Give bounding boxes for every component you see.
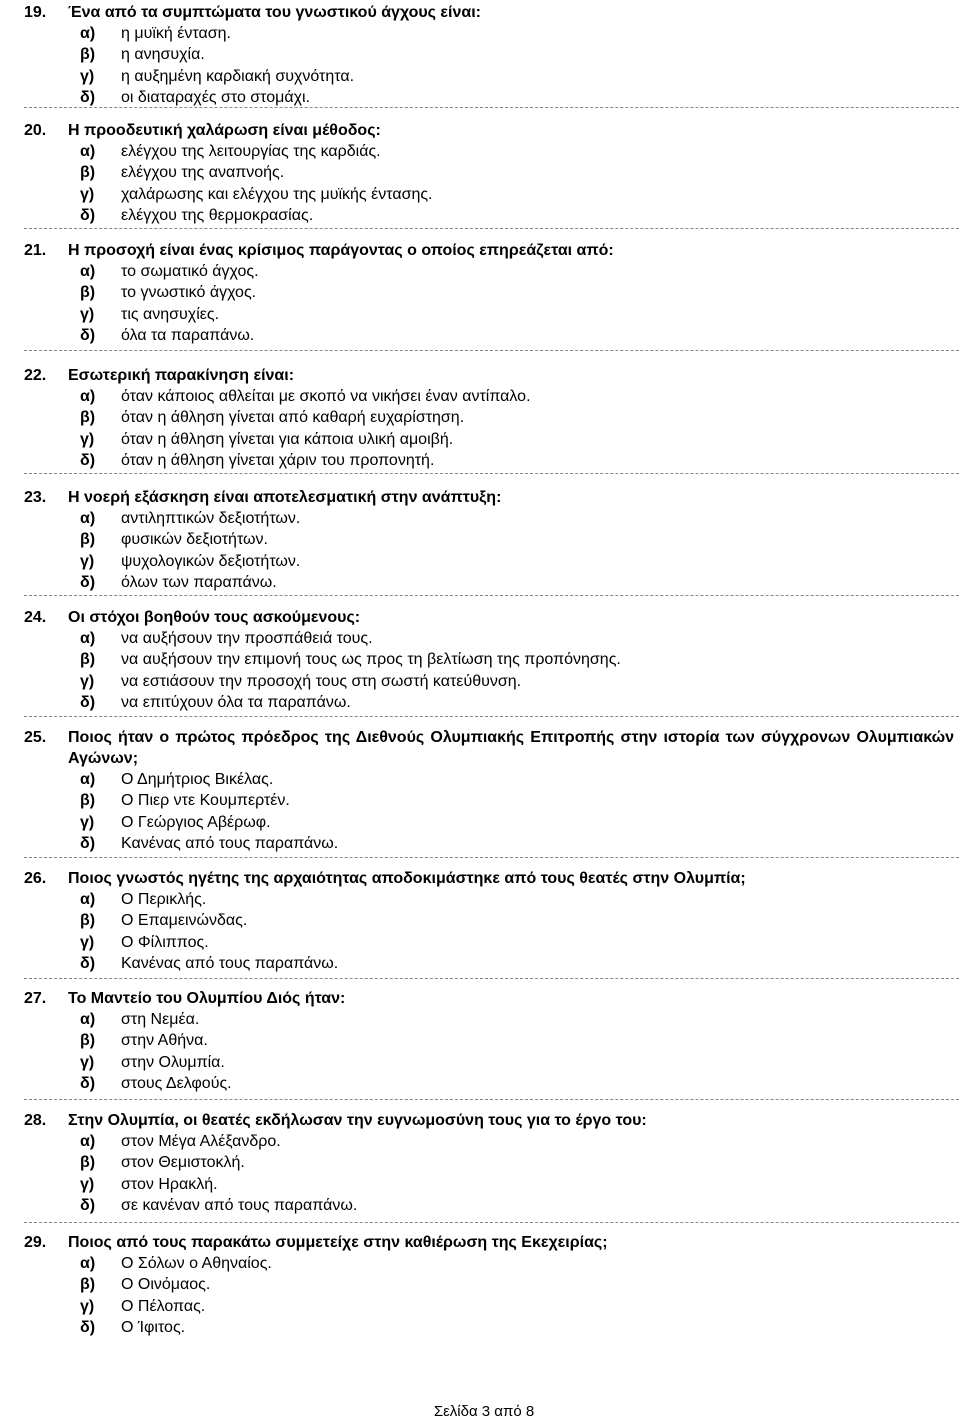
option-letter: δ) <box>80 1318 96 1336</box>
option-text: Κανένας από τους παραπάνω. <box>121 954 339 972</box>
answer-option <box>24 1253 954 1274</box>
question-number: 21. <box>24 242 47 259</box>
question-text: Η προσοχή είναι ένας κρίσιμος παράγοντας ο οποίος επηρεάζεται από: <box>68 242 614 259</box>
question-number: 22. <box>24 367 47 384</box>
answer-option <box>24 1274 954 1295</box>
option-letter: δ) <box>80 1196 96 1214</box>
question-22 <box>24 365 954 471</box>
answer-option <box>24 23 954 44</box>
option-text: όταν η άθληση γίνεται για κάποια υλική αμοιβή. <box>121 430 454 448</box>
answer-option <box>24 769 954 790</box>
dashed-divider <box>24 473 959 474</box>
answer-option <box>24 551 954 572</box>
answer-option <box>24 953 954 974</box>
question-number: 28. <box>24 1112 47 1129</box>
option-letter: β) <box>80 531 96 549</box>
answer-option <box>24 1317 954 1338</box>
question-header <box>24 365 954 386</box>
question-text: Οι στόχοι βοηθούν τους ασκούμενους: <box>68 609 361 626</box>
answer-option <box>24 141 954 162</box>
answer-option <box>24 1195 954 1216</box>
answer-option <box>24 508 954 529</box>
option-text: όλα τα παραπάνω. <box>121 326 255 344</box>
option-letter: α) <box>80 143 96 160</box>
option-text: στον Θεμιστοκλή. <box>121 1154 245 1172</box>
option-text: να επιτύχουν όλα τα παραπάνω. <box>121 693 351 711</box>
question-header <box>24 2 954 23</box>
option-letter: δ) <box>80 693 96 711</box>
question-27 <box>24 988 954 1094</box>
option-letter: β) <box>80 284 96 302</box>
answer-option <box>24 386 954 407</box>
option-text: να αυξήσουν την προσπάθειά τους. <box>121 630 373 647</box>
answer-option <box>24 812 954 833</box>
option-letter: δ) <box>80 954 96 972</box>
answer-option <box>24 205 954 226</box>
answer-option <box>24 572 954 593</box>
option-letter: β) <box>80 651 96 669</box>
question-number: 19. <box>24 4 47 21</box>
option-letter: δ) <box>80 1074 96 1092</box>
option-letter: δ) <box>80 451 96 469</box>
option-letter: α) <box>80 771 96 788</box>
option-text: Ο Πέλοπας. <box>121 1297 206 1315</box>
question-number: 24. <box>24 609 47 626</box>
answer-option <box>24 304 954 325</box>
option-letter: γ) <box>80 1175 95 1193</box>
option-text: ελέγχου της λειτουργίας της καρδιάς. <box>121 143 381 160</box>
option-letter: α) <box>80 891 96 908</box>
option-text: στον Μέγα Αλέξανδρο. <box>121 1133 281 1150</box>
option-letter: α) <box>80 25 96 42</box>
answer-option <box>24 1174 954 1195</box>
dashed-divider <box>24 595 959 596</box>
question-23 <box>24 487 954 593</box>
dashed-divider <box>24 228 959 229</box>
answer-option <box>24 87 954 108</box>
option-text: στους Δελφούς. <box>121 1074 232 1092</box>
answer-option <box>24 450 954 471</box>
option-letter: α) <box>80 1011 96 1028</box>
question-header <box>24 727 954 769</box>
option-text: χαλάρωσης και ελέγχου της μυϊκής έντασης. <box>121 185 433 203</box>
option-letter: δ) <box>80 326 96 344</box>
answer-option <box>24 44 954 65</box>
answer-option <box>24 910 954 931</box>
answer-option <box>24 66 954 87</box>
dashed-divider <box>24 1222 959 1223</box>
question-21 <box>24 240 954 346</box>
option-text: Ο Φίλιππος. <box>121 933 209 951</box>
answer-option <box>24 1152 954 1173</box>
option-letter: α) <box>80 1255 96 1272</box>
option-letter: γ) <box>80 672 95 690</box>
option-letter: β) <box>80 409 96 427</box>
option-text: Ο Περικλής. <box>121 891 207 908</box>
option-text: ελέγχου της θερμοκρασίας. <box>121 206 314 224</box>
question-header <box>24 607 954 628</box>
answer-option <box>24 649 954 670</box>
answer-option <box>24 529 954 550</box>
option-text: να εστιάσουν την προσοχή τους στη σωστή κατεύθυνση. <box>121 672 522 690</box>
answer-option <box>24 162 954 183</box>
dashed-divider <box>24 857 959 858</box>
dashed-divider <box>24 1099 959 1100</box>
option-text: στον Ηρακλή. <box>121 1175 218 1193</box>
option-letter: β) <box>80 912 96 930</box>
dashed-divider <box>24 350 959 351</box>
option-letter: α) <box>80 263 96 280</box>
question-19 <box>24 2 954 108</box>
option-letter: δ) <box>80 834 96 852</box>
option-letter: γ) <box>80 552 95 570</box>
option-letter: β) <box>80 1276 96 1294</box>
option-letter: α) <box>80 388 96 405</box>
option-text: όλων των παραπάνω. <box>121 573 277 591</box>
question-28 <box>24 1110 954 1216</box>
option-text: η αυξημένη καρδιακή συχνότητα. <box>121 67 355 85</box>
option-letter: γ) <box>80 1053 95 1071</box>
option-letter: δ) <box>80 88 96 106</box>
option-text: το σωματικό άγχος. <box>121 263 259 280</box>
option-letter: α) <box>80 510 96 527</box>
question-number: 26. <box>24 870 47 887</box>
answer-option <box>24 325 954 346</box>
answer-option <box>24 628 954 649</box>
option-letter: γ) <box>80 185 95 203</box>
answer-option <box>24 889 954 910</box>
option-text: στην Αθήνα. <box>121 1032 208 1050</box>
answer-option <box>24 833 954 854</box>
question-text: Ένα από τα συμπτώματα του γνωστικού άγχους είναι: <box>68 4 481 21</box>
question-text: Η προοδευτική χαλάρωση είναι μέθοδος: <box>68 122 381 139</box>
option-text: ελέγχου της αναπνοής. <box>121 164 285 182</box>
answer-option <box>24 1052 954 1073</box>
option-text: Ο Δημήτριος Βικέλας. <box>121 771 274 788</box>
option-letter: α) <box>80 1133 96 1150</box>
question-header <box>24 240 954 261</box>
question-number: 23. <box>24 489 47 506</box>
option-letter: γ) <box>80 1297 95 1315</box>
option-text: αντιληπτικών δεξιοτήτων. <box>121 510 301 527</box>
answer-option <box>24 429 954 450</box>
option-letter: β) <box>80 1154 96 1172</box>
question-header <box>24 120 954 141</box>
option-letter: γ) <box>80 813 95 831</box>
answer-option <box>24 1073 954 1094</box>
option-letter: β) <box>80 164 96 182</box>
question-26 <box>24 868 954 974</box>
question-header <box>24 868 954 889</box>
option-text: όταν η άθληση γίνεται από καθαρή ευχαρίστηση. <box>121 409 465 427</box>
question-number: 25. <box>24 729 47 746</box>
option-text: η ανησυχία. <box>121 46 205 64</box>
question-29 <box>24 1232 954 1338</box>
question-text: Ποιος γνωστός ηγέτης της αρχαιότητας αποδοκιμάστηκε από τους θεατές στην Ολυμπία; <box>68 870 746 887</box>
answer-option <box>24 1030 954 1051</box>
question-20 <box>24 120 954 226</box>
page-number: Σελίδα 3 από 8 <box>433 1403 535 1420</box>
question-text: Ποιος από τους παρακάτω συμμετείχε στην καθιέρωση της Εκεχειρίας; <box>68 1234 608 1251</box>
answer-option <box>24 261 954 282</box>
option-letter: γ) <box>80 430 95 448</box>
option-text: να αυξήσουν την επιμονή τους ως προς τη βελτίωση της προπόνησης. <box>121 651 621 669</box>
option-letter: γ) <box>80 933 95 951</box>
option-text: Ο Γεώργιος Αβέρωφ. <box>121 813 271 831</box>
question-number: 27. <box>24 990 47 1007</box>
option-text: ψυχολογικών δεξιοτήτων. <box>121 552 301 570</box>
option-text: Ο Ίφιτος. <box>121 1318 186 1336</box>
answer-option <box>24 790 954 811</box>
dashed-divider <box>24 107 959 108</box>
option-letter: γ) <box>80 67 95 85</box>
answer-option <box>24 282 954 303</box>
option-text: το γνωστικό άγχος. <box>121 284 257 302</box>
option-text: όταν κάποιος αθλείται με σκοπό να νικήσει έναν αντίπαλο. <box>121 388 531 405</box>
question-header <box>24 487 954 508</box>
answer-option <box>24 184 954 205</box>
answer-option <box>24 1009 954 1030</box>
option-text: Ο Επαμεινώνδας. <box>121 912 248 930</box>
option-letter: γ) <box>80 305 95 323</box>
answer-option <box>24 692 954 713</box>
answer-option <box>24 671 954 692</box>
option-letter: β) <box>80 46 96 64</box>
option-text: στην Ολυμπία. <box>121 1053 225 1071</box>
answer-option <box>24 1296 954 1317</box>
question-text: Στην Ολυμπία, οι θεατές εκδήλωσαν την ευγνωμοσύνη τους για το έργο του: <box>68 1112 647 1129</box>
question-number: 29. <box>24 1234 47 1251</box>
question-24 <box>24 607 954 713</box>
option-letter: δ) <box>80 573 96 591</box>
question-header <box>24 988 954 1009</box>
question-number: 20. <box>24 122 47 139</box>
question-text: Εσωτερική παρακίνηση είναι: <box>68 367 295 384</box>
answer-option <box>24 932 954 953</box>
option-text: Κανένας από τους παραπάνω. <box>121 834 339 852</box>
option-text: σε κανέναν από τους παραπάνω. <box>121 1196 358 1214</box>
option-text: όταν η άθληση γίνεται χάριν του προπονητή. <box>121 451 435 469</box>
option-text: τις ανησυχίες. <box>121 305 220 323</box>
option-letter: α) <box>80 630 96 647</box>
option-text: Ο Οινόμαος. <box>121 1276 211 1294</box>
option-text: Ο Σόλων ο Αθηναίος. <box>121 1255 272 1272</box>
option-text: η μυϊκή ένταση. <box>121 25 231 42</box>
question-header <box>24 1232 954 1253</box>
option-text: Ο Πιερ ντε Κουμπερτέν. <box>121 792 290 810</box>
option-letter: δ) <box>80 206 96 224</box>
question-25 <box>24 727 954 854</box>
answer-option <box>24 407 954 428</box>
dashed-divider <box>24 978 959 979</box>
question-header <box>24 1110 954 1131</box>
option-letter: β) <box>80 1032 96 1050</box>
answer-option <box>24 1131 954 1152</box>
question-text: Η νοερή εξάσκηση είναι αποτελεσματική στην ανάπτυξη: <box>68 489 502 506</box>
option-text: στη Νεμέα. <box>121 1011 200 1028</box>
question-text: Το Μαντείο του Ολυμπίου Διός ήταν: <box>68 990 346 1007</box>
option-text: φυσικών δεξιοτήτων. <box>121 531 268 549</box>
option-text: οι διαταραχές στο στομάχι. <box>121 88 311 106</box>
question-text: Ποιος ήταν ο πρώτος πρόεδρος της Διεθνούς Ολυμπιακής Επιτροπής στην ιστορία των σύγχρονων Ολυμπιακών Αγώνων; <box>68 729 954 767</box>
dashed-divider <box>24 716 959 717</box>
option-letter: β) <box>80 792 96 810</box>
